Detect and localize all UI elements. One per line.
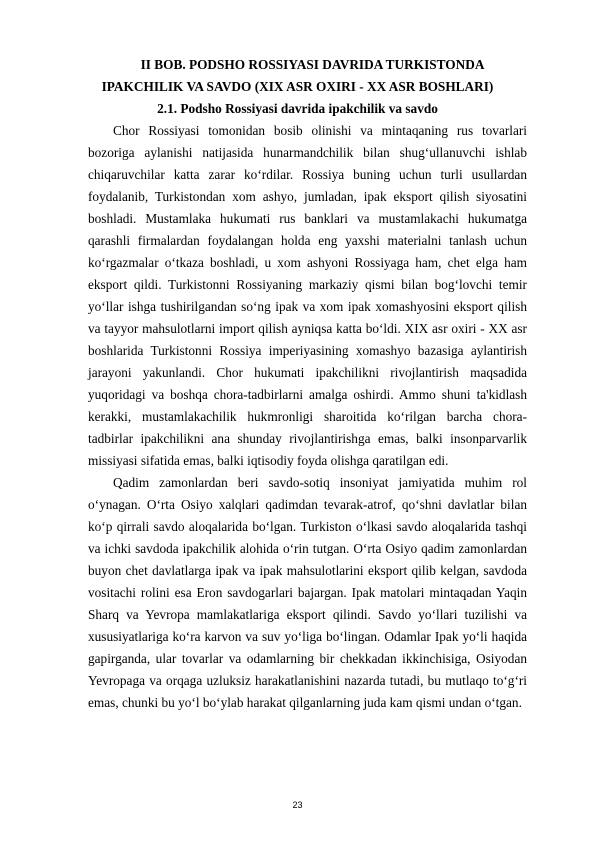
section-title: 2.1. Podsho Rossiyasi davrida ipakchilik va savdo xyxy=(157,101,438,116)
paragraph-1: Chor Rossiyasi tomonidan bosib olinishi va mintaqaning rus tovarlari bozoriga aylanishi natijasida hunarmandchilik bilan shug‘ullanuvchi ishlab chiqaruvchilar katta zarar ko‘rdilar. Rossiya buning uchun turli usullardan foydalanib, Turkistondan xom ashyo, jumladan, ipak eksport qilish siyosatini boshladi. Mustamlaka hukumati rus banklari va mustamlakachi hukumatga qarashli firmalardan foydalangan holda eng yaxshi materialni tanlash uchun ko‘rgazmalar o‘tkaza boshladi, u xom ashyoni Rossiyaga ham, chet elga ham eksport qildi. Turkistonni Rossiyaning markaziy qismi bilan bog‘lovchi temir yo‘llar ishga tushirilgandan so‘ng ipak va xom ipak xomashyosini eksport qilish va tayyor mahsulotlarni import qilish ayniqsa katta bo‘ldi. XIX asr oxiri - XX asr boshlarida Turkistonni Rossiya imperiyasining xomashyo bazasiga aylantirish jarayoni yakunlandi. Chor hukumati ipakchilikni rivojlantirish maqsadida yuqoridagi va boshqa chora-tadbirlarni amalga oshirdi. Ammo shuni ta'kidlash kerakki, mustamlakachilik hukmronligi sharoitida ko‘rilgan barcha chora-tadbirlar ipakchilikni ana shunday rivojlantirishga emas, balki insonparvarlik missiyasi sifatida emas, balki iqtisodiy foyda olishga qaratilgan edi. xyxy=(88,123,527,468)
page-number: 23 xyxy=(292,800,303,810)
paragraph-2: Qadim zamonlardan beri savdo-sotiq insoniyat jamiyatida muhim rol o‘ynagan. O‘rta Osiyo xalqlari qadimdan tevarak-atrof, qo‘shni davlatlar bilan ko‘p qirrali savdo aloqalarida bo‘lgan. Turkiston o‘lkasi savdo aloqalarida tashqi va ichki savdoda ipakchilik alohida o‘rin tutgan. O‘rta Osiyo qadim zamonlardan buyon chet davlatlarga ipak va ipak mahsulotlarini eksport qilib kelgan, savdoda vositachi rolini esa Eron savdogarlari bajargan. Ipak matolari mintaqadan Yaqin Sharq va Yevropa mamlakatlariga eksport qilindi. Savdo yo‘llari tuzilishi va xususiyatlariga ko‘ra karvon va suv yo‘liga bo‘lingan. Odamlar Ipak yo‘li haqida gapirganda, ular tovarlar va odamlarning bir chekkadan ikkinchisiga, Osiyodan Yevropaga va orqaga uzluksiz harakatlanishini nazarda tutadi, bu mutlaqo to‘g‘ri emas, chunki bu yo‘l bo‘ylab harakat qilganlarning juda kam qismi undan o‘tgan. xyxy=(88,475,527,710)
chapter-heading-line-2: IPAKCHILIK VA SAVDO (XIX ASR OXIRI - XX ASR BOSHLARI) xyxy=(101,79,494,94)
chapter-heading-line-1: II BOB. PODSHO ROSSIYASI DAVRIDA TURKISTONDA xyxy=(140,57,485,72)
body-text xyxy=(88,120,527,714)
